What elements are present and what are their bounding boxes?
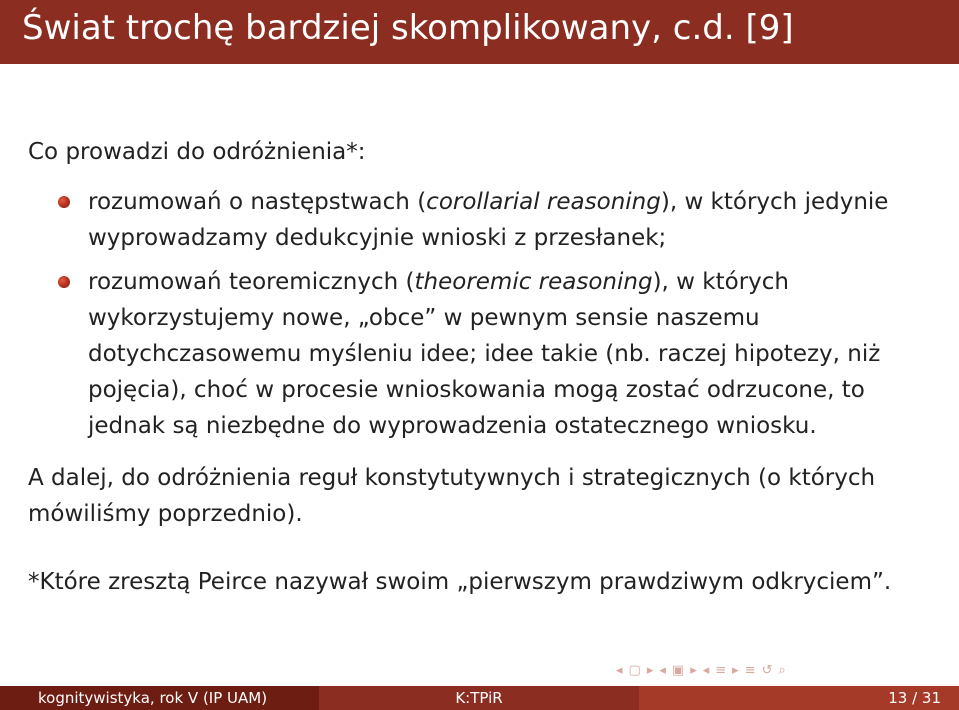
nav-frame-icon[interactable]: ▢ xyxy=(628,662,641,678)
slide-title-bar xyxy=(0,0,959,64)
beamer-navigation xyxy=(616,662,956,678)
list-item: rozumowań o następstwach (corollarial reasoning), w których jedynie wyprowadzamy dedukcyjnie wnioski z przesłanek; xyxy=(58,184,928,256)
nav-next-subsection-icon[interactable]: ▸ xyxy=(690,662,697,678)
bullet-icon xyxy=(58,276,70,288)
nav-prev-subsection-icon[interactable]: ◂ xyxy=(659,662,666,678)
nav-search-icon[interactable]: ⌕ xyxy=(778,662,786,678)
nav-section-icon[interactable]: ≡ xyxy=(715,662,727,678)
footer-title: K:TPiR xyxy=(319,686,639,710)
bullet-list xyxy=(58,184,928,444)
nav-doc-icon[interactable]: ≡ xyxy=(744,662,756,678)
list-item: rozumowań teoremicznych (theoremic reasoning), w których wykorzystujemy nowe, „obce” w pewnym sensie naszemu dotychczasowemu myśleniu idee; idee takie (nb. raczej hipotezy, niż pojęcia), choć w procesie wnioskowania mogą zostać odrzucone, to jednak są niezbędne do wyprowadzenia ostatecznego wniosku. xyxy=(58,264,928,444)
footer-page-number: 13 / 31 xyxy=(639,686,959,710)
intro-text: Co prowadzi do odróżnienia*: xyxy=(28,139,366,165)
footer-author: kognitywistyka, rok V (IP UAM) xyxy=(0,686,319,710)
continuation-text: A dalej, do odróżnienia reguł konstytutywnych i strategicznych (o których mówiliśmy poprzednio). xyxy=(28,465,876,527)
nav-next-frame-icon[interactable]: ▸ xyxy=(646,662,654,678)
nav-subsection-icon[interactable]: ▣ xyxy=(671,662,685,678)
footnote-text: *Które zresztą Peirce nazywał swoim „pierwszym prawdziwym odkryciem”. xyxy=(28,569,892,595)
nav-prev-section-icon[interactable]: ◂ xyxy=(702,662,710,678)
nav-prev-frame-icon[interactable]: ◂ xyxy=(616,662,623,678)
footer xyxy=(0,686,959,710)
slide-title: Świat trochę bardziej skomplikowany, c.d. [9] xyxy=(22,8,794,48)
nav-next-section-icon[interactable]: ▸ xyxy=(732,662,739,678)
bullet-icon xyxy=(58,196,70,208)
nav-back-icon[interactable]: ↺ xyxy=(761,662,773,678)
